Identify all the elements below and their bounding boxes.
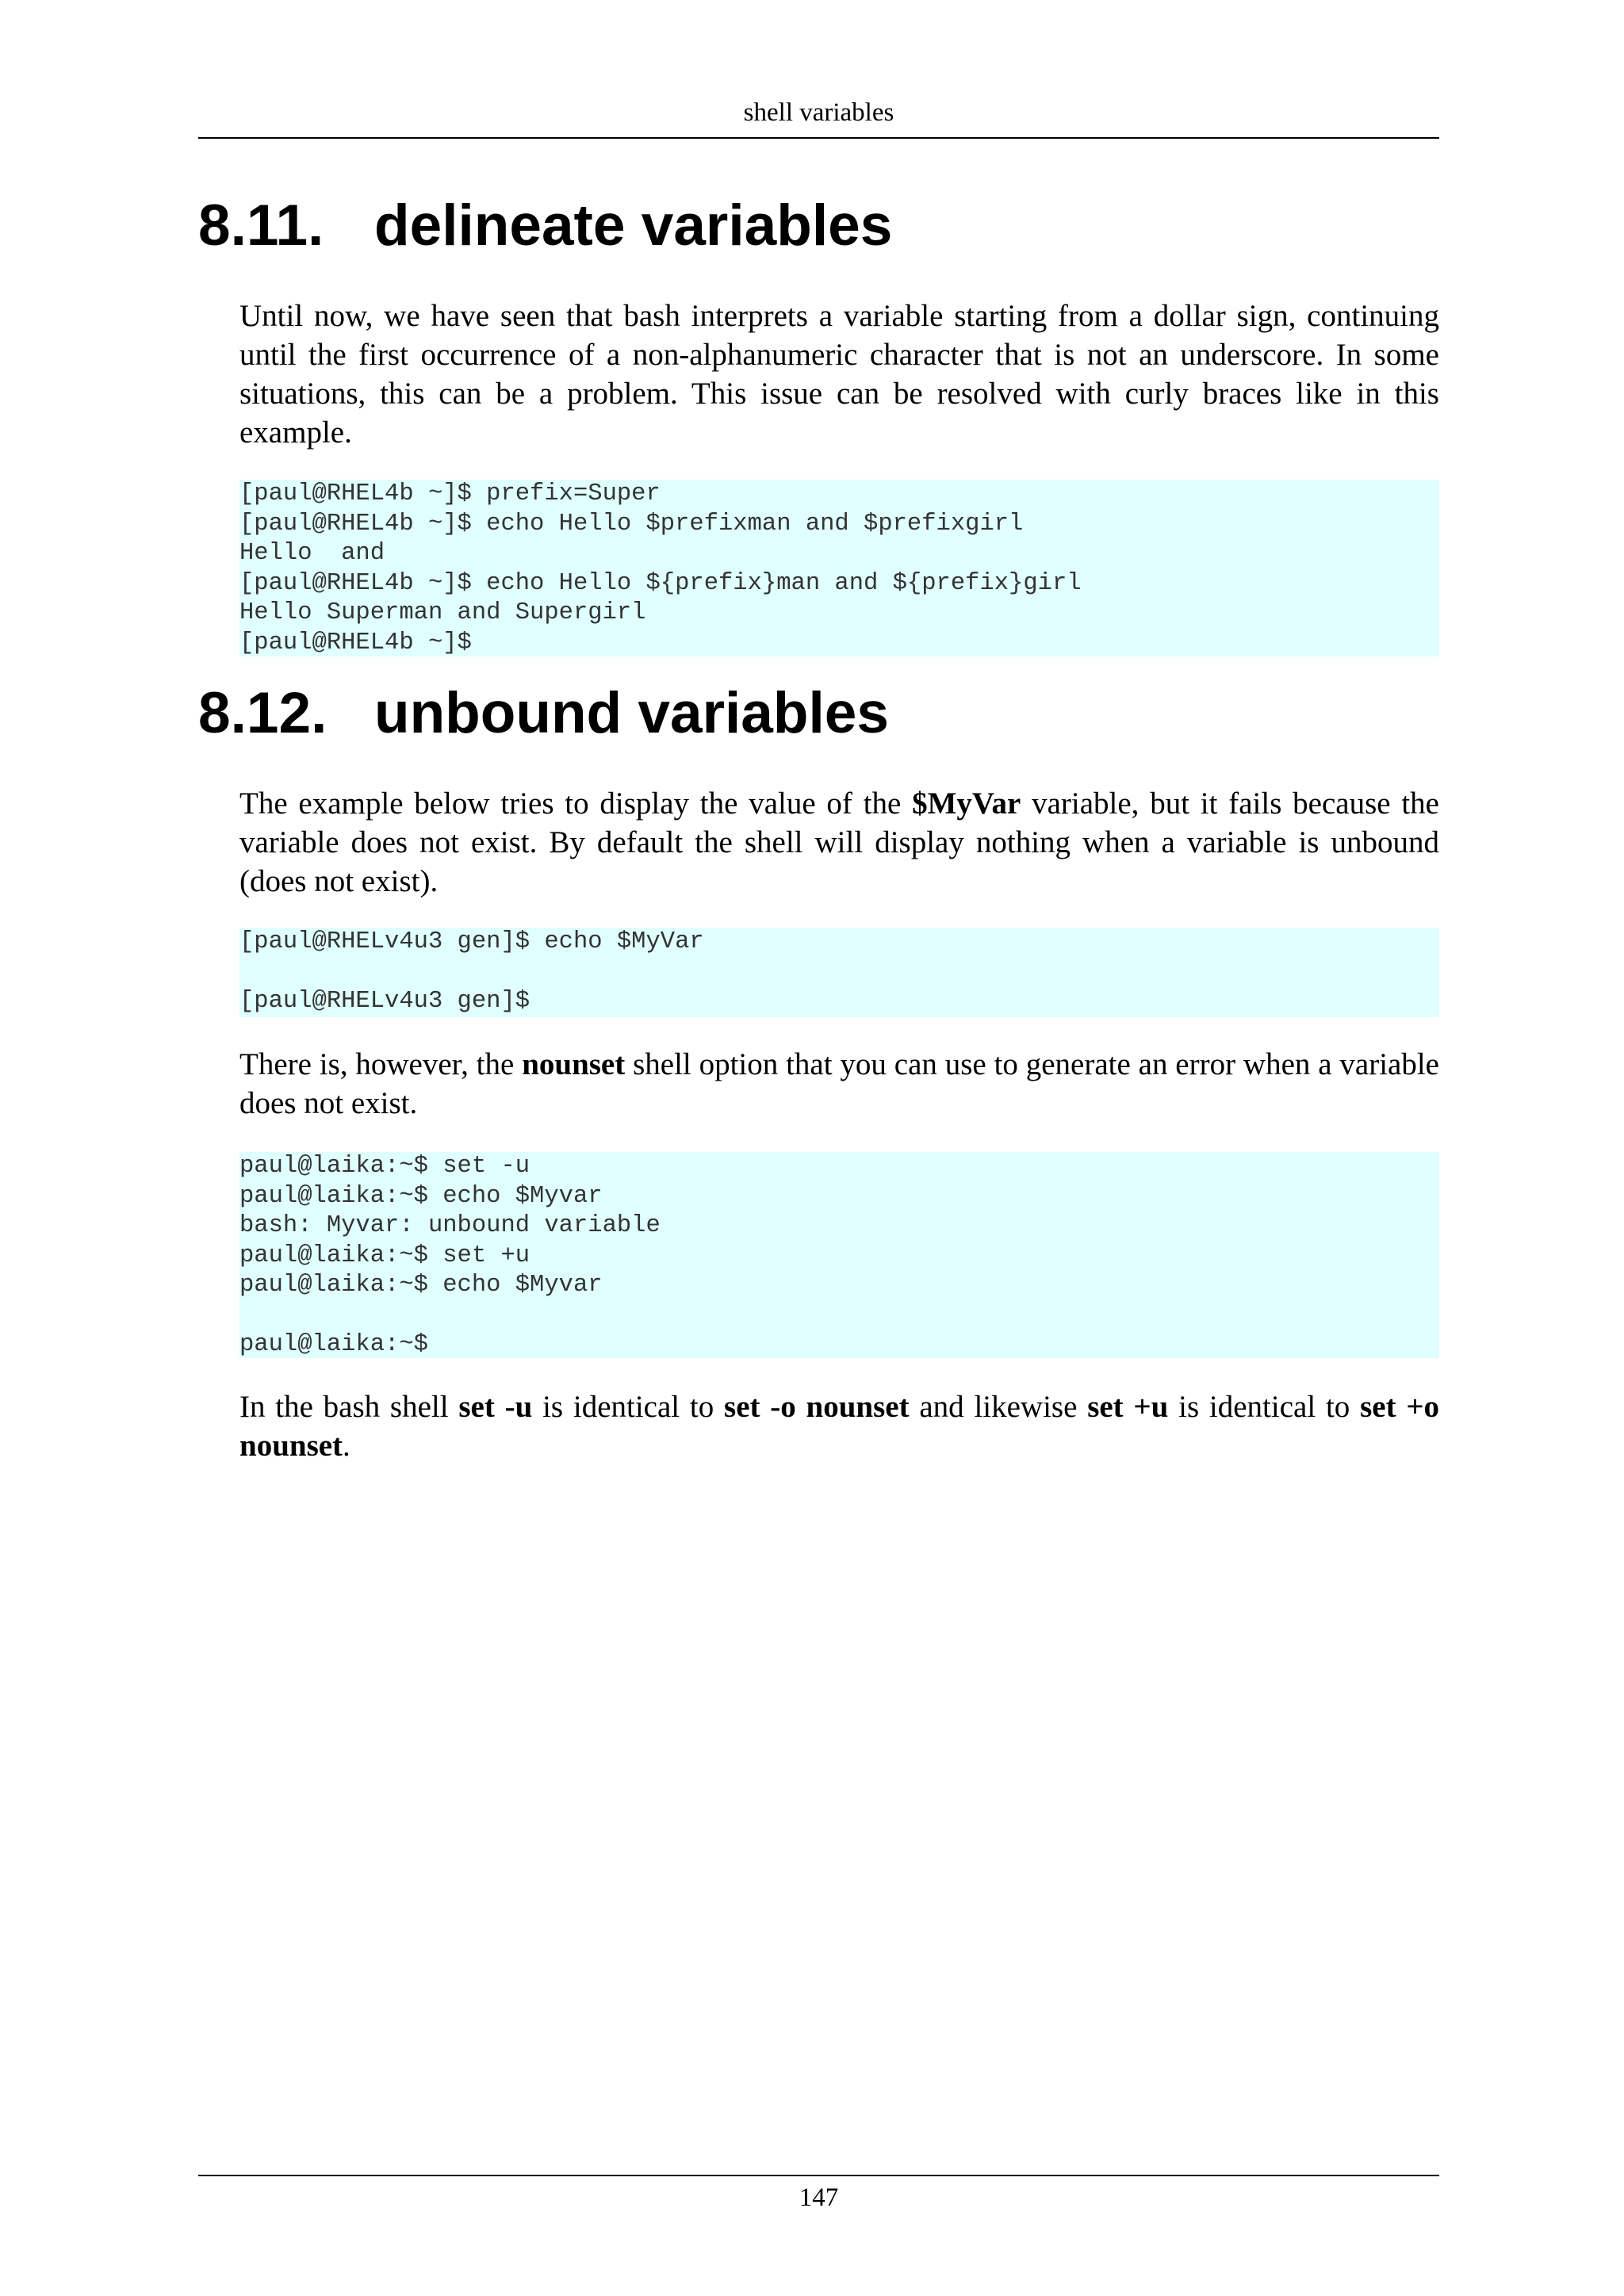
section-title: delineate variables — [374, 193, 893, 258]
code-line: [paul@RHEL4b ~]$ echo Hello ${prefix}man and ${prefix}girl — [239, 569, 1082, 597]
text-run: There is, however, the — [239, 1047, 523, 1081]
code-line: paul@laika:~$ set +u — [239, 1242, 530, 1269]
command-name: set -o nounset — [724, 1390, 910, 1424]
code-line — [239, 1301, 1439, 1331]
code-line: Hello and — [239, 540, 385, 567]
code-line: paul@laika:~$ — [239, 1331, 428, 1358]
code-line: [paul@RHEL4b ~]$ — [239, 629, 472, 656]
text-run: In the bash shell — [239, 1390, 459, 1424]
unbound-paragraph-3 — [239, 1387, 1439, 1465]
text-run: The example below tries to display the value of the — [239, 786, 913, 821]
code-block-unbound — [239, 928, 1439, 1017]
section-heading-8-12 — [198, 678, 889, 749]
code-line — [239, 958, 1439, 988]
command-name: set -u — [458, 1390, 533, 1424]
code-line: [paul@RHEL4b ~]$ prefix=Super — [239, 480, 661, 507]
text-run: is identical to — [532, 1390, 725, 1424]
code-block-nounset — [239, 1152, 1439, 1358]
code-line: paul@laika:~$ set -u — [239, 1153, 530, 1180]
variable-name: $MyVar — [912, 786, 1021, 821]
text-run: shell option that you can use to generate an error when a variable does not exist. — [239, 1047, 1439, 1120]
code-line: bash: Myvar: unbound variable — [239, 1212, 661, 1239]
header-rule — [198, 137, 1439, 139]
page-number: 147 — [799, 2183, 839, 2212]
code-line: paul@laika:~$ echo $Myvar — [239, 1272, 603, 1299]
section-number: 8.11. — [198, 193, 324, 258]
unbound-paragraph-1 — [239, 784, 1439, 901]
command-name: set +u — [1087, 1390, 1169, 1424]
code-line: Hello Superman and Supergirl — [239, 599, 646, 626]
section-heading-8-11 — [198, 190, 892, 262]
code-block-delineate — [239, 480, 1439, 656]
option-name: nounset — [522, 1047, 626, 1081]
text-run: and likewise — [909, 1390, 1088, 1424]
text-run: . — [343, 1429, 350, 1463]
running-header: shell variables — [743, 98, 894, 127]
text-run: is identical to — [1168, 1390, 1361, 1424]
unbound-paragraph-2 — [239, 1045, 1439, 1123]
section-title: unbound variables — [374, 681, 889, 745]
text-run: variable, but it fails because the variable does not exist. By default the shell will display nothing when a variable is unbound (does not exist). — [239, 786, 1439, 898]
code-line: paul@laika:~$ echo $Myvar — [239, 1182, 603, 1210]
code-line: [paul@RHEL4b ~]$ echo Hello $prefixman and $prefixgirl — [239, 510, 1024, 538]
code-line: [paul@RHELv4u3 gen]$ — [239, 988, 530, 1015]
code-line: [paul@RHELv4u3 gen]$ echo $MyVar — [239, 928, 704, 955]
command-name: set +o nounset — [239, 1390, 1440, 1463]
delineate-paragraph: Until now, we have seen that bash interprets a variable starting from a dollar sign, continuing until the first occurrence of a non-alphanumeric character that is not an underscore. In some situations, this can be a problem. This issue can be resolved with curly braces like in this example. — [239, 299, 1439, 450]
section-number: 8.12. — [198, 681, 327, 745]
footer-rule — [198, 2175, 1439, 2176]
